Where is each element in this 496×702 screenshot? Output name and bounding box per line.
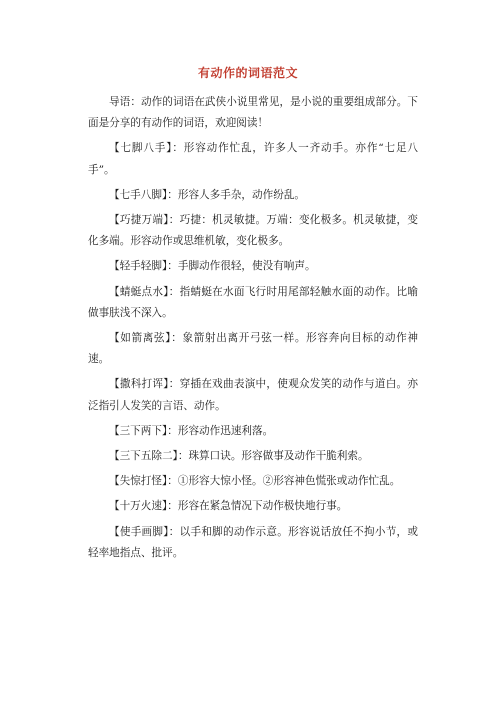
- entry-paragraph: [88, 446, 418, 467]
- entry-term: 【三下两下】: [109, 424, 168, 437]
- entry-term: 【蜻蜓点水】: [109, 285, 169, 298]
- entry-term: 【轻手轻脚】: [109, 260, 168, 273]
- entry-paragraph: [88, 256, 418, 277]
- entry-paragraph: [88, 421, 418, 442]
- entry-definition: ：①形容大惊小怪。②形容神色慌张或动作忙乱。: [167, 475, 401, 488]
- entry-definition: ：珠算口诀。形容做事及动作干脆利索。: [177, 450, 369, 463]
- entry-term: 【巧捷万端】: [109, 214, 169, 227]
- entry-definition: ：以手和脚的动作示意。形容说话放任不拘小节，或轻率地指点、批评。: [88, 525, 418, 559]
- entry-definition: ：形容在紧急情况下动作极快地行事。: [167, 500, 348, 513]
- entry-definition: ：指蜻蜓在水面飞行时用尾部轻触水面的动作。比喻做事肤浅不深入。: [88, 285, 418, 319]
- entry-term: 【使手画脚】: [109, 525, 169, 538]
- entry-paragraph: [88, 374, 418, 416]
- entry-definition: ：形容人多手杂，动作纷乱。: [167, 188, 305, 201]
- entry-term: 【十万火速】: [109, 500, 168, 513]
- entry-term: 【撒科打诨】: [109, 378, 169, 391]
- entry-term: 【三下五除二】: [109, 450, 178, 463]
- entry-term: 【失惊打怪】: [109, 475, 168, 488]
- entry-definition: ：形容动作迅速利落。: [167, 424, 274, 437]
- entry-term: 【七脚八手】: [109, 142, 173, 155]
- entry-paragraph: [88, 496, 418, 517]
- entry-definition: ：形容动作忙乱，许多人一齐动手。亦作“七足八手”。: [88, 142, 418, 176]
- entry-paragraph: [88, 522, 418, 564]
- entry-paragraph: [88, 282, 418, 324]
- entry-paragraph: [88, 471, 418, 492]
- entry-paragraph: [88, 328, 418, 370]
- entry-definition: ：象箭射出离开弓弦一样。形容奔向目标的动作神速。: [88, 332, 419, 366]
- entry-paragraph: [88, 185, 418, 206]
- entry-definition: ：穿插在戏曲表演中，使观众发笑的动作与道白。亦泛指引人发笑的言语、动作。: [88, 378, 418, 412]
- document-body: [88, 92, 418, 568]
- intro-paragraph: 导语：动作的词语在武侠小说里常见，是小说的重要组成部分。下面是分享的有动作的词语，欢迎阅读！: [88, 96, 418, 130]
- entry-term: 【如箭离弦】: [109, 332, 172, 345]
- document-title: 有动作的词语范文: [197, 66, 298, 80]
- entry-term: 【七手八脚】: [109, 188, 168, 201]
- entry-definition: ：巧捷：机灵敏捷。万端：变化极多。机灵敏捷，变化多端。形容动作或思维机敏，变化极多。: [88, 214, 418, 248]
- entry-paragraph: [88, 138, 418, 180]
- entry-definition: ：手脚动作很轻，使没有响声。: [167, 260, 316, 273]
- entry-paragraph: [88, 210, 418, 252]
